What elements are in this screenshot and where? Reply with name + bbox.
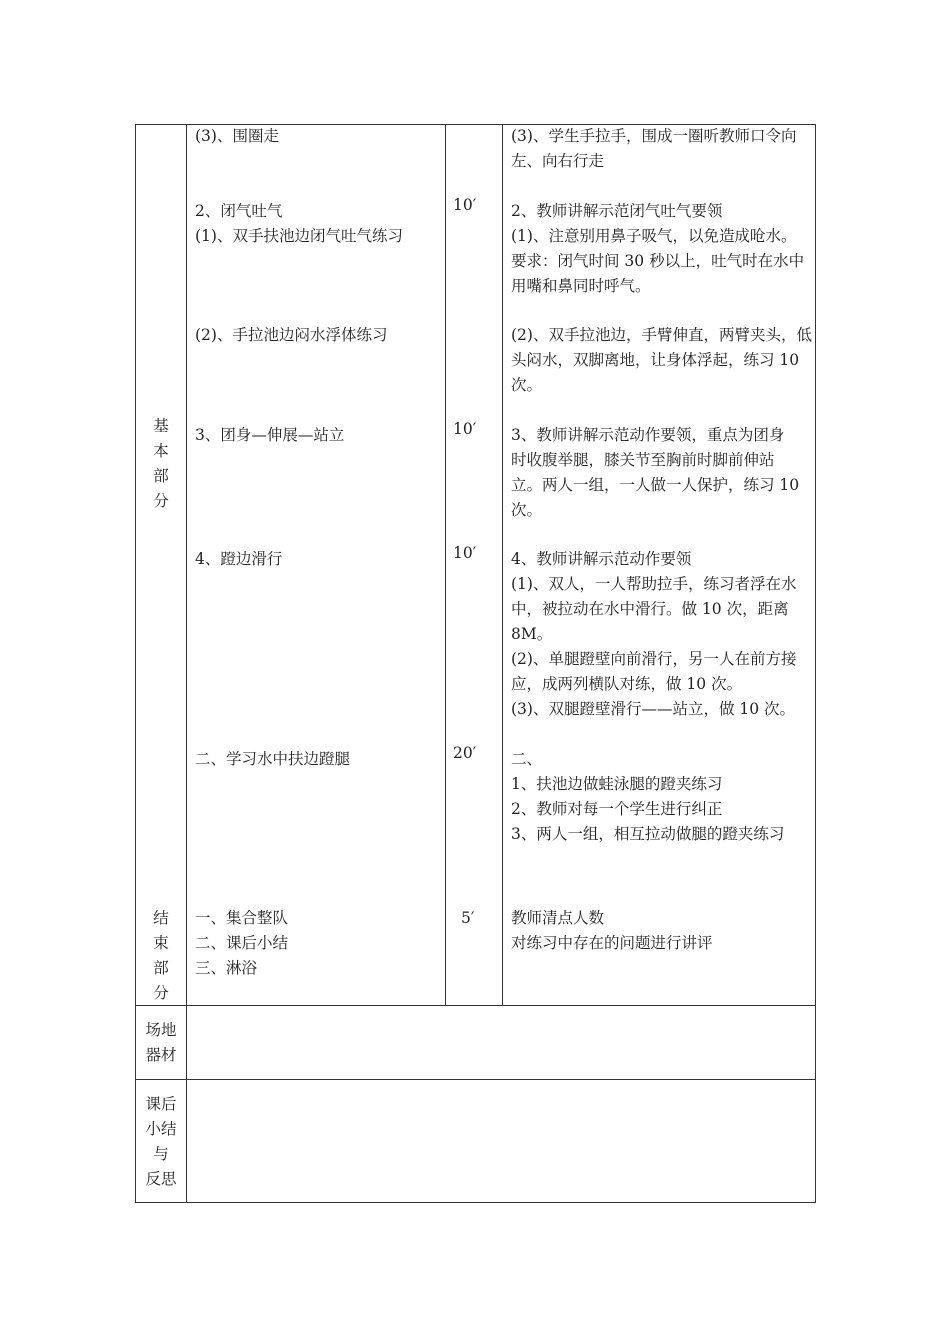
label-line: 器材: [145, 1046, 177, 1064]
time-column-divider: [502, 124, 503, 1006]
content-line: 二、课后小结: [195, 934, 289, 952]
content-block: [195, 547, 282, 572]
method-line: 4、教师讲解示范动作要领: [511, 550, 692, 568]
method-line: 立。两人一组，一人做一人保护，练习 10: [511, 476, 800, 494]
label-char: 分: [153, 492, 169, 510]
label-line: 反思: [145, 1170, 177, 1188]
end-method-block: [511, 906, 713, 956]
content-line: 2、闭气吐气: [195, 202, 283, 220]
method-line: 次。: [511, 376, 543, 394]
end-content-block: [195, 906, 288, 981]
label-char: 束: [153, 934, 169, 952]
method-block: [511, 323, 812, 398]
label-char: 基: [153, 417, 169, 435]
content-line: (1)、双手扶池边闭气吐气练习: [195, 227, 403, 245]
method-line: 时收腹举腿，膝关节至胸前时脚前伸站: [511, 451, 775, 469]
method-block: [511, 547, 796, 722]
label-char: 本: [153, 442, 169, 460]
method-line: 用嘴和鼻同时呼气。: [511, 277, 651, 295]
reflection-label: [136, 1092, 186, 1192]
method-block: [511, 423, 799, 523]
method-line: (3)、双腿蹬壁滑行——站立，做 10 次。: [511, 700, 796, 718]
method-line: 头闷水，双脚离地，让身体浮起，练习 10: [511, 351, 800, 369]
content-line: 二、学习水中扶边蹬腿: [195, 750, 351, 768]
reflection-row-top-border: [135, 1079, 816, 1080]
method-line: 2、教师对每一个学生进行纠正: [511, 800, 723, 818]
label-char: 分: [153, 984, 169, 1002]
time-value: 5′: [461, 909, 475, 927]
content-line: 三、淋浴: [195, 959, 258, 977]
label-line: 与: [153, 1145, 169, 1163]
label-line: 场地: [145, 1021, 177, 1039]
basic-section-label: [136, 414, 186, 514]
table-bottom-border: [135, 1202, 816, 1203]
content-line: (2)、手拉池边闷水浮体练习: [195, 326, 388, 344]
method-line: 3、两人一组，相互拉动做腿的蹬夹练习: [511, 825, 785, 843]
content-column-divider: [445, 124, 446, 1006]
label-char: 部: [153, 467, 169, 485]
method-line: 2、教师讲解示范闭气吐气要领: [511, 202, 723, 220]
table-right-border: [815, 124, 816, 1203]
content-block: [195, 423, 344, 448]
method-line: 8M。: [511, 625, 553, 643]
end-section-label: [136, 906, 186, 1006]
venue-equipment-label: [136, 1018, 186, 1068]
method-line: 3、教师讲解示范动作要领，重点为团身: [511, 426, 785, 444]
time-value: 10′: [453, 420, 477, 438]
method-line: (3)、学生手拉手，围成一圈听教师口令向: [511, 127, 797, 145]
content-line: 3、团身—伸展—站立: [195, 426, 345, 444]
method-line: 中，被拉动在水中滑行。做 10 次，距离: [511, 600, 789, 618]
method-line: 次。: [511, 501, 543, 519]
method-line: 教师清点人数: [511, 909, 605, 927]
content-block: [195, 199, 403, 249]
method-line: 对练习中存在的问题进行讲评: [511, 934, 713, 952]
method-block: [511, 199, 804, 299]
method-line: (2)、单腿蹬壁向前滑行，另一人在前方接: [511, 650, 797, 668]
content-block: [195, 124, 279, 149]
content-line: (3)、围圈走: [195, 127, 279, 145]
label-char: 结: [153, 909, 169, 927]
time-value: 20′: [453, 744, 477, 762]
label-char: 部: [153, 959, 169, 977]
method-line: 左、向右行走: [511, 152, 605, 170]
content-block: [195, 747, 350, 772]
method-line: (1)、注意别用鼻子吸气，以免造成呛水。: [511, 227, 797, 245]
time-value: 10′: [453, 544, 477, 562]
method-line: 1、扶池边做蛙泳腿的蹬夹练习: [511, 775, 723, 793]
label-column-divider: [186, 124, 187, 1203]
method-line: (1)、双人，一人帮助拉手，练习者浮在水: [511, 575, 797, 593]
content-line: 4、蹬边滑行: [195, 550, 283, 568]
content-line: 一、集合整队: [195, 909, 289, 927]
method-block: [511, 124, 796, 174]
method-line: (2)、双手拉池边，手臂伸直，两臂夹头，低: [511, 326, 812, 344]
label-line: 课后: [145, 1095, 177, 1113]
time-value: 10′: [453, 196, 477, 214]
content-block: [195, 323, 387, 348]
method-line: 二、: [511, 750, 543, 768]
method-block: [511, 747, 784, 847]
label-line: 小结: [145, 1120, 177, 1138]
method-line: 要求：闭气时间 30 秒以上，吐气时在水中: [511, 252, 805, 270]
venue-row-top-border: [135, 1005, 816, 1006]
method-line: 应，成两列横队对练，做 10 次。: [511, 675, 743, 693]
